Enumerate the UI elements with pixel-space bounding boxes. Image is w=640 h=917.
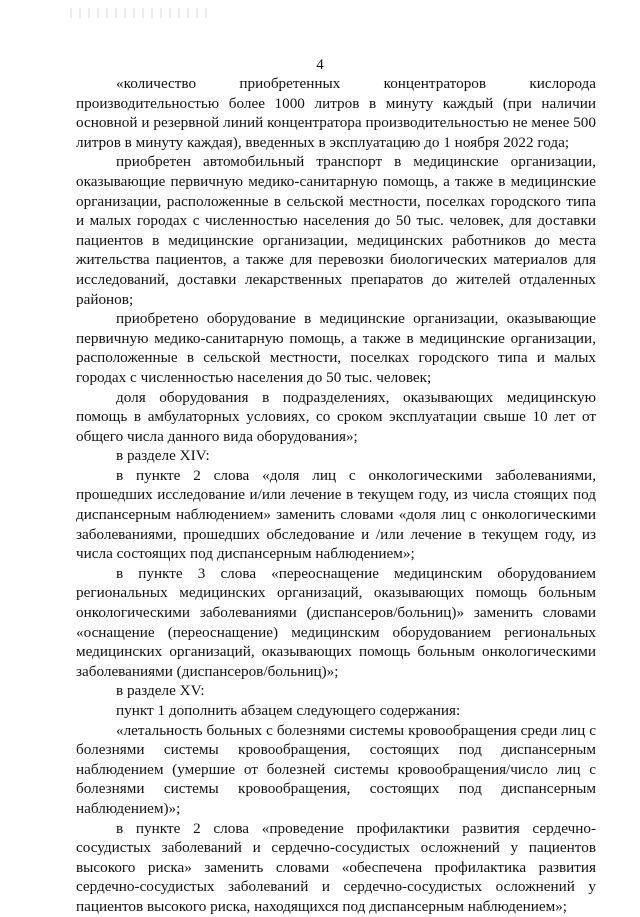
paragraph-xiv-item-2: в пункте 2 слова «доля лиц с онкологическими заболеваниями, прошедших исследование и/или лечение в текущем году, из числа стоящих под диспансерным наблюдением» заменить словами «доля лиц с онкологическими заболеваниями, прошедших обследование и /или лечение в текущем году, из числа состоящих под диспансерным наблюдением»; [76,466,596,563]
paragraph-equipment-share: доля оборудования в подразделениях, оказывающих медицинскую помощь в амбулаторных условиях, со сроком эксплуатации свыше 10 лет от общего числа данного вида оборудования»; [76,388,596,445]
paragraph-oxygen-concentrators: «количество приобретенных концентраторов кислорода производительностью более 1000 литров в минуту каждый (при наличии основной и резервной линий концентратора производительностью не менее 500 литров в минуту каждая), введенных в эксплуатацию до 1 ноября 2022 года; [76,75,596,151]
paragraph-section-xiv: в разделе XIV: [116,447,210,465]
page-number: 4 [316,57,324,73]
paragraph-xv-item-2: в пункте 2 слова «проведение профилактики развития сердечно-сосудистых заболеваний и сердечно-сосудистых осложнений у пациентов высокого риска» заменить словами «обеспечена профилактика развития сердечно-сосудистых заболеваний и сердечно-сосудистых осложнений у пациентов высокого риска, находящихся под диспансерным наблюдением»; [76,819,596,915]
paragraph-section-xv: в разделе XV: [116,682,205,700]
paragraph-xv-item-1: пункт 1 дополнить абзацем следующего содержания: [116,702,461,719]
paragraph-xiv-item-3: в пункте 3 слова «переоснащение медицинским оборудованием региональных медицинских организаций, оказывающих помощь больным онкологическими заболеваниями (диспансеров/больниц)» заменить словами «оснащение (переоснащение) медицинским оборудованием региональных медицинских организаций, оказывающих помощь больным онкологическими заболеваниями (диспансеров/больниц)»; [76,564,596,680]
paragraph-mortality-indicator: «летальность больных с болезнями системы кровообращения среди лиц с болезнями системы кровообращения, состоящих под диспансерным наблюдением (умершие от болезней системы кровообращения/число лиц с болезнями системы кровообращения, состоящих под диспансерным наблюдением)»; [76,721,596,817]
paragraph-vehicle-transport: приобретен автомобильный транспорт в медицинские организации, оказывающие первичную медико-санитарную помощь, а также в медицинские организации, расположенные в сельской местности, поселках городского типа и малых городах с численностью населения до 50 тыс. человек, для доставки пациентов в медицинские организации, медицинских работников до места жительства пациентов, а также для перевозки биологических материалов для исследований, доставки лекарственных препаратов до жителей отдаленных районов; [76,153,596,308]
paragraph-equipment-purchased: приобретено оборудование в медицинские организации, оказывающие первичную медико-санитарную помощь, а также в медицинские организации, расположенные в сельской местности, поселках городского типа и малых городах с численностью населения до 50 тыс. человек; [76,310,596,386]
document-body [76,74,596,917]
scan-artifact [70,8,210,18]
